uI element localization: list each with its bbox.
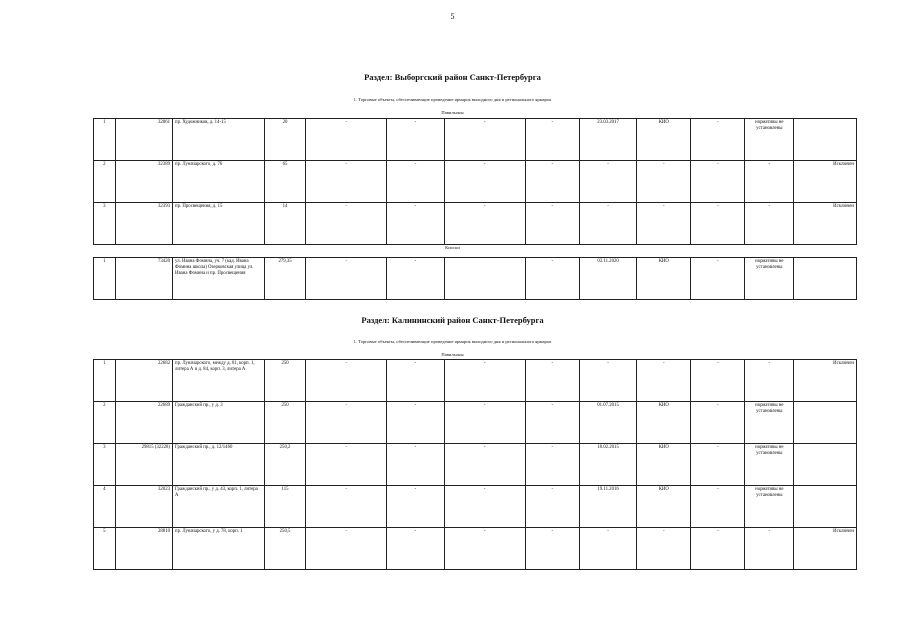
- cell-area: 279,35: [264, 258, 305, 300]
- cell-area: 65: [264, 161, 305, 203]
- cell-col-5: -: [306, 444, 387, 486]
- cell-address: Гражданский пр., д. 12/1460: [173, 444, 265, 486]
- cell-row-number: 1: [94, 119, 116, 161]
- cell-area: 250: [264, 360, 305, 402]
- cell-address: Гражданский пр., у д. 43, корп. 1, литера А: [173, 486, 265, 528]
- cell-row-number: 2: [94, 161, 116, 203]
- table-row: [94, 402, 857, 444]
- table-row: [94, 486, 857, 528]
- cell-col-7: -: [444, 119, 525, 161]
- cell-date: -: [579, 203, 636, 245]
- cell-col-8: -: [525, 528, 579, 570]
- cell-organization: -: [637, 203, 691, 245]
- cell-row-number: 1: [94, 360, 116, 402]
- cell-date: -: [579, 161, 636, 203]
- cell-address: Гражданский пр., у д. 3: [173, 402, 265, 444]
- category-label-pavilions: Павильоны: [441, 110, 464, 115]
- table-row: [94, 360, 857, 402]
- cell-col-11: -: [691, 528, 745, 570]
- cell-col-5: -: [306, 402, 387, 444]
- cell-date: -: [579, 528, 636, 570]
- cell-address: пр. Художников, д. 14-15: [173, 119, 265, 161]
- cell-status: Исключен: [794, 528, 857, 570]
- cell-norms: -: [745, 161, 794, 203]
- cell-col-5: -: [306, 486, 387, 528]
- cell-norms: -: [745, 360, 794, 402]
- cell-col-5: -: [306, 203, 387, 245]
- cell-norms: нормативы не установлены: [745, 402, 794, 444]
- cell-organization: КИО: [637, 486, 691, 528]
- cell-row-number: 3: [94, 444, 116, 486]
- cell-area: 250,5: [264, 528, 305, 570]
- cell-row-number: 3: [94, 203, 116, 245]
- cell-col-8: -: [525, 486, 579, 528]
- cell-area: 115: [264, 486, 305, 528]
- cell-norms: -: [745, 528, 794, 570]
- cell-col-7: [444, 258, 525, 300]
- table-row: [94, 444, 857, 486]
- category-label-kiosks: Киоски: [445, 245, 460, 250]
- cell-object-code: 22689: [115, 402, 172, 444]
- cell-col-8: -: [525, 203, 579, 245]
- cell-object-code: 32061: [115, 119, 172, 161]
- cell-norms: -: [745, 203, 794, 245]
- objects-table-vyborgsky-kiosks: [93, 257, 857, 300]
- cell-col-6: -: [387, 119, 444, 161]
- cell-address: пр. Луначарского, у д. 78, корп. 1: [173, 528, 265, 570]
- cell-status: [794, 402, 857, 444]
- cell-date: 01.07.2015: [579, 402, 636, 444]
- table-row: [94, 258, 857, 300]
- cell-date: 18.02.2015: [579, 444, 636, 486]
- cell-area: 20: [264, 119, 305, 161]
- cell-date: 23.03.2017: [579, 119, 636, 161]
- cell-object-code: 29815 (32228): [115, 444, 172, 486]
- cell-col-5: -: [306, 161, 387, 203]
- cell-col-7: -: [444, 203, 525, 245]
- cell-organization: КИО: [637, 402, 691, 444]
- cell-col-6: -: [387, 402, 444, 444]
- table-row: [94, 161, 857, 203]
- cell-col-11: -: [691, 119, 745, 161]
- cell-col-6: -: [387, 360, 444, 402]
- cell-status: [794, 444, 857, 486]
- cell-col-7: -: [444, 161, 525, 203]
- cell-object-code: 32389: [115, 161, 172, 203]
- cell-col-11: -: [691, 486, 745, 528]
- cell-col-7: -: [444, 444, 525, 486]
- cell-area: 250,2: [264, 444, 305, 486]
- cell-col-5: -: [306, 258, 387, 300]
- cell-status: Исключен: [794, 161, 857, 203]
- cell-col-7: -: [444, 360, 525, 402]
- cell-col-6: -: [387, 528, 444, 570]
- cell-organization: КИО: [637, 444, 691, 486]
- cell-norms: нормативы не установлены: [745, 119, 794, 161]
- cell-status: Исключен: [794, 203, 857, 245]
- section-title-kalininsky: Раздел: Калининский район Санкт-Петербурга: [361, 315, 544, 325]
- cell-col-8: -: [525, 119, 579, 161]
- cell-status: [794, 119, 857, 161]
- cell-object-code: 28810: [115, 528, 172, 570]
- section-subtitle: 1. Торговые объекты, обеспечивающие проведение ярмарок выходного дня и регионального ярмарок: [353, 97, 552, 102]
- cell-area: 14: [264, 203, 305, 245]
- cell-col-11: -: [691, 402, 745, 444]
- cell-col-5: -: [306, 360, 387, 402]
- cell-status: [794, 258, 857, 300]
- category-label-pavilions: Павильоны: [441, 352, 464, 357]
- cell-object-code: 32393: [115, 203, 172, 245]
- cell-col-11: -: [691, 161, 745, 203]
- cell-status: Исключен: [794, 360, 857, 402]
- cell-row-number: 2: [94, 402, 116, 444]
- cell-area: 250: [264, 402, 305, 444]
- cell-col-11: -: [691, 444, 745, 486]
- cell-date: -: [579, 360, 636, 402]
- table-row: [94, 528, 857, 570]
- table-row: [94, 119, 857, 161]
- cell-address: ул. Ивана Фомина, уч. 7 (кад. Ивана Фомина школа) Озерковская улица ул. Ивана Фомина и пр. Просвещения: [173, 258, 265, 300]
- cell-row-number: 4: [94, 486, 116, 528]
- page-number: 5: [450, 12, 455, 21]
- cell-col-7: -: [444, 528, 525, 570]
- cell-col-8: -: [525, 258, 579, 300]
- cell-col-8: -: [525, 161, 579, 203]
- cell-address: пр. Луначарского, д. 76: [173, 161, 265, 203]
- cell-col-6: -: [387, 444, 444, 486]
- cell-norms: нормативы не установлены: [745, 486, 794, 528]
- objects-table-kalininsky-pavilions: [93, 359, 857, 570]
- cell-col-6: -: [387, 161, 444, 203]
- cell-col-5: -: [306, 528, 387, 570]
- cell-col-11: -: [691, 203, 745, 245]
- cell-row-number: 1: [94, 258, 116, 300]
- cell-organization: КИО: [637, 119, 691, 161]
- cell-organization: -: [637, 528, 691, 570]
- cell-date: 19.11.2016: [579, 486, 636, 528]
- cell-col-7: -: [444, 402, 525, 444]
- cell-col-11: -: [691, 258, 745, 300]
- objects-table-vyborgsky-pavilions: [93, 118, 857, 245]
- cell-norms: нормативы не установлены: [745, 258, 794, 300]
- cell-col-5: -: [306, 119, 387, 161]
- cell-organization: -: [637, 161, 691, 203]
- cell-date: 03.11.2020: [579, 258, 636, 300]
- cell-col-8: -: [525, 444, 579, 486]
- section-title-vyborgsky: Раздел: Выборгский район Санкт-Петербурга: [364, 72, 541, 82]
- cell-status: [794, 486, 857, 528]
- cell-col-7: -: [444, 486, 525, 528]
- cell-address: пр. Просвещения, д. 15: [173, 203, 265, 245]
- cell-organization: КИО: [637, 258, 691, 300]
- cell-object-code: 73420: [115, 258, 172, 300]
- cell-address: пр. Луначарского, между д. 81, корп. 1, литера А и д. 84, корп. 3, литера А: [173, 360, 265, 402]
- cell-object-code: 22682: [115, 360, 172, 402]
- cell-col-6: -: [387, 203, 444, 245]
- cell-organization: -: [637, 360, 691, 402]
- cell-object-code: 32023: [115, 486, 172, 528]
- cell-col-11: -: [691, 360, 745, 402]
- cell-col-8: -: [525, 360, 579, 402]
- cell-col-6: -: [387, 258, 444, 300]
- cell-norms: нормативы не установлены: [745, 444, 794, 486]
- cell-col-6: -: [387, 486, 444, 528]
- table-row: [94, 203, 857, 245]
- cell-col-8: -: [525, 402, 579, 444]
- section-subtitle: 1. Торговые объекты, обеспечивающие проведение ярмарок выходного дня и регионального ярмарок: [353, 339, 552, 344]
- cell-row-number: 5: [94, 528, 116, 570]
